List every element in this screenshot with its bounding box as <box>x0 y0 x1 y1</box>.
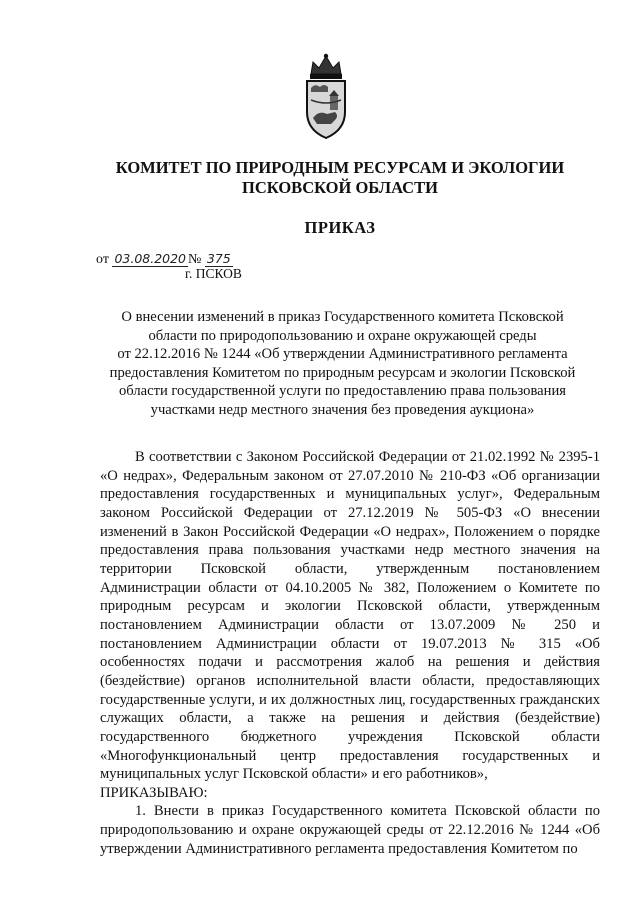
subject-line: участками недр местного значения без проведения аукциона» <box>150 401 535 418</box>
subject-line: области государственной услуги по предоставлению права пользования <box>118 383 566 400</box>
org-title-line-1: КОМИТЕТ ПО ПРИРОДНЫМ РЕСУРСАМ И ЭКОЛОГИИ <box>115 158 565 177</box>
order-word: ПРИКАЗЫВАЮ: <box>100 784 208 801</box>
number-sign: № <box>188 252 202 267</box>
preamble-paragraph: В соответствии с Законом Российской Федерации от 21.02.1992 № 2395-1 «О недрах», Федеральным законом от 27.07.2010 № 210-ФЗ «Об организации предоставления государственных и муниципальных услуг», Федеральным законом Российской Федерации от 27.12.2019 № 505-ФЗ «О внесении изменений в Закон Российской Федерации «О недрах», Положением о порядке предоставления права пользования участками недр местного значения на территории Псковской области, утвержденным постановлением Администрации области от 04.10.2005 № 382, Положением о Комитете по природным ресурсам и экологии Псковской области, утвержденным постановлением Администрации области от 13.07.2009 № 250 и постановлением Администрации области от 19.07.2013 № 315 «Об особенностях подачи и рассмотрения жалоб на решения и действия (бездействие) органов исполнительной власти области, предоставляющих государственные услуги, и их должностных лиц, государственных гражданских служащих области, а также на решения и действия (бездействие) государственного бюджетного учреждения Псковской области «Многофункциональный центр предоставления государственных и муниципальных услуг Псковской области» и его работников», <box>100 449 600 783</box>
date-value: 03.08.2020 <box>114 251 187 266</box>
order-body <box>100 448 600 858</box>
city: г. ПСКОВ <box>185 266 242 281</box>
pskov-coat-of-arms-icon <box>297 52 355 140</box>
subject-line: области по природопользованию и охране окружающей среды <box>148 327 537 344</box>
subject-line: предоставления Комитетом по природным ресурсам и экологии Псковской <box>109 364 576 381</box>
item-1-paragraph: 1. Внести в приказ Государственного комитета Псковской области по природопользованию и охране окружающей среды от 22.12.2016 № 1244 «Об утверждении Административного регламента предоставления Комитетом по <box>100 803 600 857</box>
subject-line: О внесении изменений в приказ Государственного комитета Псковской <box>121 309 564 325</box>
date-prefix: от <box>96 252 109 267</box>
subject-line: от 22.12.2016 № 1244 «Об утверждении Административного регламента <box>117 346 568 363</box>
organization-title <box>60 158 620 198</box>
org-title-line-2: ПСКОВСКОЙ ОБЛАСТИ <box>242 178 438 197</box>
number-value: 375 <box>206 251 231 266</box>
order-subject <box>95 308 590 420</box>
document-type: ПРИКАЗ <box>304 218 376 237</box>
